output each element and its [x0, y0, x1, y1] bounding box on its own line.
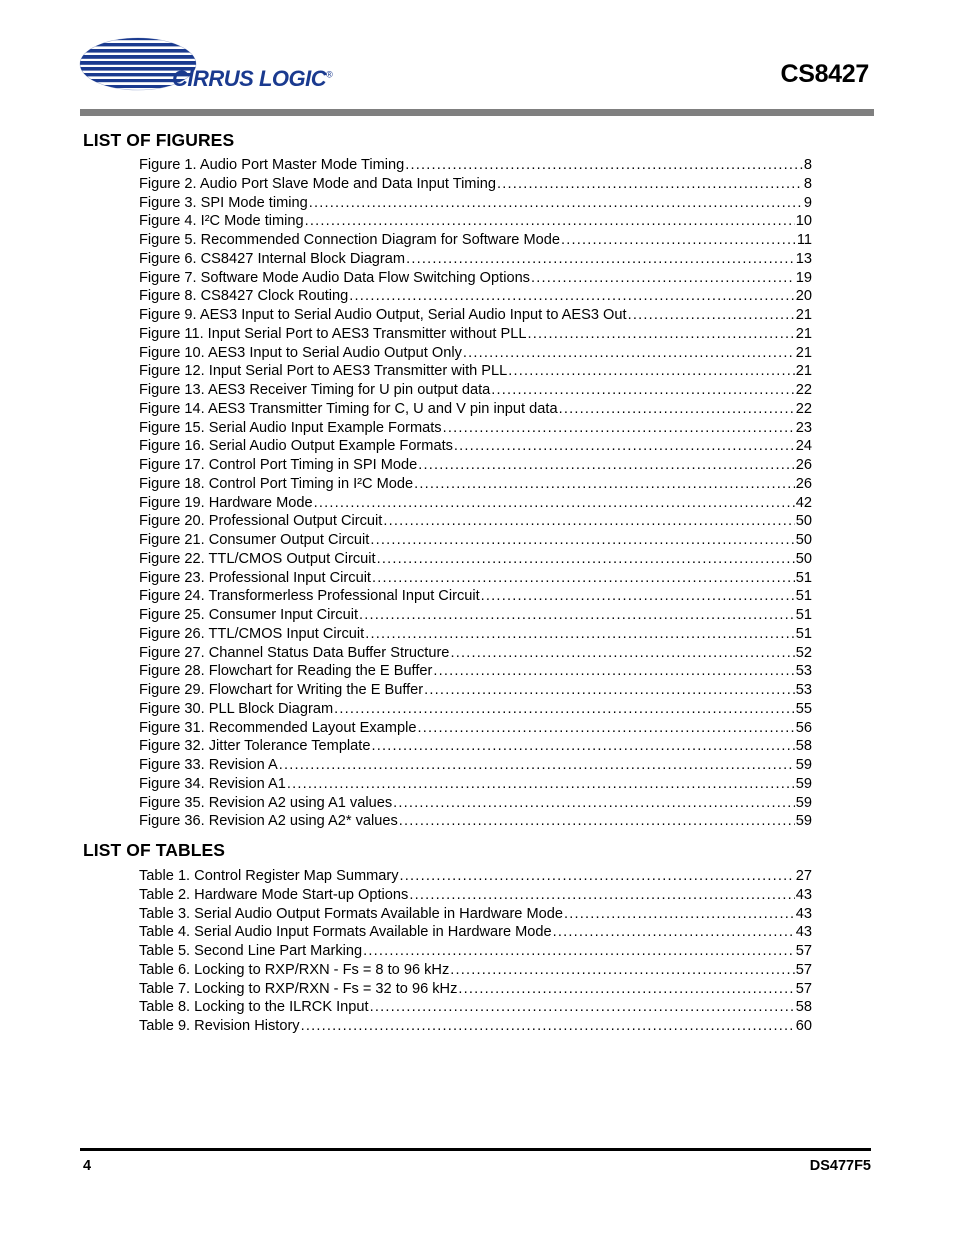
dot-leader [564, 905, 795, 924]
entry-page-number: 20 [795, 288, 812, 305]
entry-label: Figure 35. Revision A2 using A1 values [139, 794, 393, 811]
figure-entry[interactable] [139, 756, 812, 775]
entry-label: Figure 22. TTL/CMOS Output Circuit [139, 550, 376, 567]
figure-entry[interactable] [139, 325, 812, 344]
dot-leader [399, 812, 795, 831]
table-entry[interactable] [139, 867, 812, 886]
entry-label: Figure 9. AES3 Input to Serial Audio Output, Serial Audio Input to AES3 Out [139, 307, 627, 323]
entry-label: Figure 33. Revision A [139, 757, 278, 773]
figure-entry[interactable] [139, 812, 812, 831]
entry-page-number: 9 [803, 194, 812, 211]
entry-page-number: 51 [795, 625, 812, 642]
dot-leader [450, 961, 795, 980]
dot-leader [383, 512, 794, 531]
entry-label: Table 5. Second Line Part Marking [139, 943, 363, 959]
entry-label: Figure 5. Recommended Connection Diagram for Software Mode [139, 232, 560, 248]
registered-mark: ® [326, 69, 333, 80]
entry-page-number: 57 [795, 961, 812, 978]
table-entry[interactable] [139, 923, 812, 942]
entry-label: Figure 10. AES3 Input to Serial Audio Output Only [139, 344, 462, 361]
document-id: DS477F5 [809, 1158, 871, 1174]
header-rule [80, 109, 874, 116]
dot-leader [370, 531, 794, 550]
figure-entry[interactable] [139, 737, 812, 756]
dot-leader [491, 381, 795, 400]
entry-label: Figure 13. AES3 Receiver Timing for U pin output data [139, 382, 491, 398]
dot-leader [414, 475, 795, 494]
entry-label: Table 3. Serial Audio Output Formats Available in Hardware Mode [139, 905, 563, 922]
entry-label: Table 7. Locking to RXP/RXN - Fs = 32 to 96 kHz [139, 980, 458, 997]
entry-page-number: 58 [795, 999, 812, 1016]
figure-entry[interactable] [139, 644, 812, 663]
table-entry[interactable] [139, 942, 812, 961]
figure-entry[interactable] [139, 381, 812, 400]
dot-leader [363, 942, 795, 961]
entry-page-number: 11 [796, 232, 812, 248]
entry-label: Table 8. Locking to the ILRCK Input [139, 999, 369, 1016]
entry-label: Figure 16. Serial Audio Output Example Formats [139, 438, 453, 455]
figure-entry[interactable] [139, 700, 812, 719]
dot-leader [279, 756, 795, 775]
entry-label: Table 2. Hardware Mode Start-up Options [139, 886, 409, 903]
dot-leader [559, 400, 795, 419]
entry-page-number: 58 [795, 738, 812, 755]
entry-label: Figure 15. Serial Audio Input Example Formats [139, 419, 442, 436]
figure-entry[interactable] [139, 606, 812, 625]
figure-entry[interactable] [139, 531, 812, 550]
figure-entry[interactable] [139, 212, 812, 231]
entry-page-number: 21 [795, 325, 812, 342]
entry-page-number: 21 [795, 363, 812, 380]
entry-page-number: 51 [795, 607, 812, 623]
entry-page-number: 26 [795, 475, 812, 492]
entry-label: Figure 6. CS8427 Internal Block Diagram [139, 250, 406, 267]
entry-label: Figure 27. Channel Status Data Buffer Structure [139, 644, 450, 661]
entry-page-number: 60 [795, 1018, 812, 1034]
entry-page-number: 59 [795, 813, 812, 830]
entry-label: Table 4. Serial Audio Input Formats Available in Hardware Mode [139, 924, 552, 941]
figure-entry[interactable] [139, 662, 812, 681]
entry-label: Figure 3. SPI Mode timing [139, 194, 308, 211]
figure-entry[interactable] [139, 175, 812, 194]
figure-entry[interactable] [139, 569, 812, 588]
dot-leader [400, 867, 795, 886]
entry-label: Figure 21. Consumer Output Circuit [139, 532, 370, 548]
entry-page-number: 43 [795, 886, 812, 903]
dot-leader [370, 998, 795, 1017]
dot-leader [305, 212, 795, 231]
entry-page-number: 53 [795, 663, 812, 680]
table-entry[interactable] [139, 980, 812, 999]
entry-label: Table 1. Control Register Map Summary [139, 868, 399, 884]
entry-label: Figure 20. Professional Output Circuit [139, 513, 383, 530]
dot-leader [463, 344, 795, 363]
figure-entry[interactable] [139, 681, 812, 700]
figure-entry[interactable] [139, 775, 812, 794]
dot-leader [417, 719, 794, 738]
figure-entry[interactable] [139, 194, 812, 213]
entry-page-number: 8 [803, 157, 812, 173]
figure-entry[interactable] [139, 287, 812, 306]
dot-leader [349, 287, 794, 306]
entry-label: Figure 28. Flowchart for Reading the E Buffer [139, 663, 433, 680]
entry-page-number: 57 [795, 943, 812, 959]
entry-label: Figure 36. Revision A2 using A2* values [139, 813, 398, 830]
dot-leader [527, 325, 794, 344]
dot-leader [409, 886, 794, 905]
entry-page-number: 59 [795, 794, 812, 811]
figure-entry[interactable] [139, 419, 812, 438]
figure-entry[interactable] [139, 456, 812, 475]
entry-page-number: 27 [795, 868, 812, 884]
entry-page-number: 52 [795, 644, 812, 661]
list-of-tables-heading: LIST OF TABLES [83, 840, 226, 860]
list-of-tables [139, 867, 812, 1036]
figure-entry[interactable] [139, 437, 812, 456]
entry-page-number: 22 [795, 382, 812, 398]
entry-label: Figure 26. TTL/CMOS Input Circuit [139, 625, 365, 642]
entry-page-number: 56 [795, 719, 812, 736]
entry-label: Figure 11. Input Serial Port to AES3 Transmitter without PLL [139, 325, 527, 342]
entry-label: Figure 7. Software Mode Audio Data Flow Switching Options [139, 269, 530, 286]
entry-label: Figure 2. Audio Port Slave Mode and Data Input Timing [139, 175, 496, 192]
entry-label: Figure 18. Control Port Timing in I²C Mode [139, 475, 414, 492]
dot-leader [561, 231, 796, 250]
dot-leader [406, 250, 795, 269]
entry-page-number: 57 [795, 980, 812, 997]
logo-wordmark [172, 66, 332, 92]
entry-label: Figure 34. Revision A1 [139, 775, 286, 792]
figure-entry[interactable] [139, 587, 812, 606]
entry-page-number: 13 [795, 250, 812, 267]
figure-entry[interactable] [139, 306, 812, 325]
dot-leader [334, 700, 795, 719]
entry-page-number: 59 [795, 757, 812, 773]
figure-entry[interactable] [139, 794, 812, 813]
dot-leader [553, 923, 795, 942]
dot-leader [628, 306, 795, 325]
figure-entry[interactable] [139, 344, 812, 363]
dot-leader [309, 194, 803, 213]
dot-leader [531, 269, 795, 288]
dot-leader [418, 456, 795, 475]
entry-page-number: 42 [795, 494, 812, 511]
figure-entry[interactable] [139, 494, 812, 513]
dot-leader [365, 625, 795, 644]
entry-label: Figure 4. I²C Mode timing [139, 213, 304, 230]
dot-leader [481, 587, 795, 606]
entry-label: Figure 25. Consumer Input Circuit [139, 607, 358, 623]
dot-leader [450, 644, 794, 663]
table-entry[interactable] [139, 905, 812, 924]
entry-label: Figure 17. Control Port Timing in SPI Mode [139, 457, 418, 473]
table-entry[interactable] [139, 961, 812, 980]
entry-label: Figure 8. CS8427 Clock Routing [139, 288, 349, 305]
entry-label: Figure 1. Audio Port Master Mode Timing [139, 157, 405, 173]
entry-page-number: 23 [795, 419, 812, 436]
entry-label: Table 9. Revision History [139, 1018, 300, 1034]
dot-leader [393, 794, 795, 813]
figure-entry[interactable] [139, 250, 812, 269]
entry-label: Figure 30. PLL Block Diagram [139, 700, 334, 717]
figure-entry[interactable] [139, 512, 812, 531]
entry-page-number: 59 [795, 775, 812, 792]
dot-leader [372, 569, 795, 588]
list-of-figures [139, 156, 812, 831]
entry-label: Figure 32. Jitter Tolerance Template [139, 738, 371, 755]
logo-wordmark-text: CIRRUS LOGIC [172, 66, 327, 91]
table-entry[interactable] [139, 1017, 812, 1036]
entry-page-number: 22 [795, 400, 812, 417]
entry-page-number: 50 [795, 532, 812, 548]
entry-page-number: 21 [795, 307, 812, 323]
dot-leader [371, 737, 794, 756]
entry-label: Figure 12. Input Serial Port to AES3 Transmitter with PLL [139, 363, 508, 380]
entry-page-number: 53 [795, 682, 812, 698]
entry-page-number: 43 [795, 905, 812, 922]
entry-page-number: 24 [795, 438, 812, 455]
figure-entry[interactable] [139, 719, 812, 738]
dot-leader [377, 550, 795, 569]
entry-page-number: 10 [795, 213, 812, 230]
page-number: 4 [83, 1158, 92, 1174]
figure-entry[interactable] [139, 475, 812, 494]
entry-label: Table 6. Locking to RXP/RXN - Fs = 8 to 96 kHz [139, 961, 450, 978]
figure-entry[interactable] [139, 156, 812, 175]
entry-page-number: 19 [795, 269, 812, 286]
dot-leader [497, 175, 803, 194]
dot-leader [433, 662, 794, 681]
document-title: CS8427 [780, 60, 869, 88]
figure-entry[interactable] [139, 550, 812, 569]
entry-label: Figure 23. Professional Input Circuit [139, 569, 371, 586]
figure-entry[interactable] [139, 362, 812, 381]
table-entry[interactable] [139, 998, 812, 1017]
dot-leader [287, 775, 795, 794]
entry-label: Figure 19. Hardware Mode [139, 494, 313, 511]
figure-entry[interactable] [139, 625, 812, 644]
list-of-figures-heading: LIST OF FIGURES [83, 130, 235, 150]
dot-leader [454, 437, 795, 456]
dot-leader [508, 362, 795, 381]
dot-leader [359, 606, 795, 625]
entry-label: Figure 14. AES3 Transmitter Timing for C, U and V pin input data [139, 400, 558, 417]
dot-leader [424, 681, 795, 700]
dot-leader [405, 156, 803, 175]
entry-page-number: 51 [795, 569, 812, 586]
figure-entry[interactable] [139, 400, 812, 419]
entry-page-number: 43 [795, 924, 812, 941]
entry-page-number: 50 [795, 513, 812, 530]
figure-entry[interactable] [139, 231, 812, 250]
entry-page-number: 26 [795, 457, 812, 473]
figure-entry[interactable] [139, 269, 812, 288]
entry-page-number: 50 [795, 550, 812, 567]
dot-leader [314, 494, 795, 513]
dot-leader [443, 419, 795, 438]
entry-page-number: 55 [795, 700, 812, 717]
entry-label: Figure 31. Recommended Layout Example [139, 719, 417, 736]
footer-rule [80, 1148, 871, 1151]
entry-page-number: 8 [803, 175, 812, 192]
table-entry[interactable] [139, 886, 812, 905]
dot-leader [301, 1017, 795, 1036]
entry-page-number: 21 [795, 344, 812, 361]
dot-leader [458, 980, 794, 999]
entry-label: Figure 24. Transformerless Professional Input Circuit [139, 588, 480, 605]
entry-label: Figure 29. Flowchart for Writing the E Buffer [139, 682, 424, 698]
entry-page-number: 51 [795, 588, 812, 605]
